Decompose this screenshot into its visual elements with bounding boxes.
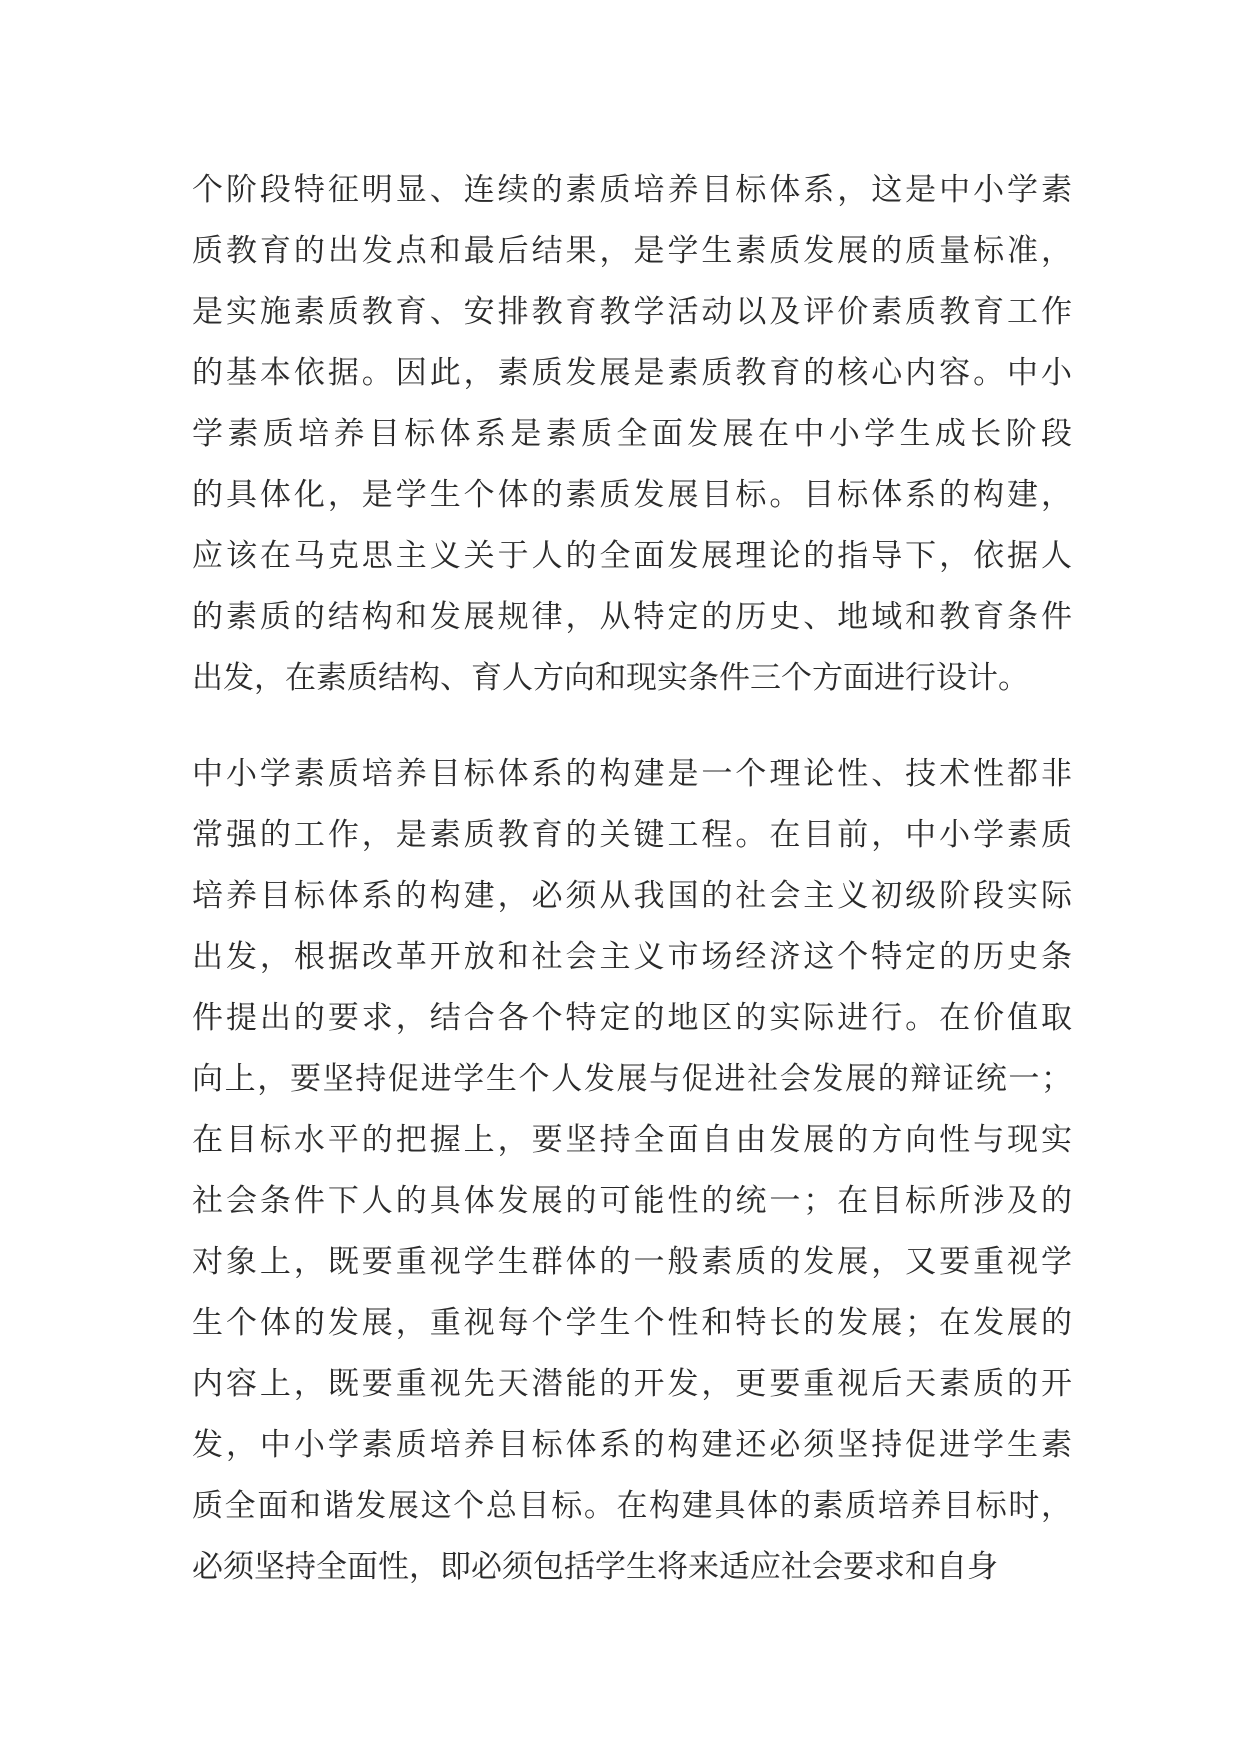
paragraph-line: 必须坚持全面性，即必须包括学生将来适应社会要求和自身 <box>192 1549 998 1585</box>
paragraph-2 <box>192 744 1072 1598</box>
paragraph-line: 应该在马克思主义关于人的全面发展理论的指导下，依据人 <box>192 538 1072 574</box>
paragraph-line: 的基本依据。因此，素质发展是素质教育的核心内容。中小 <box>192 355 1072 391</box>
paragraph-line: 社会条件下人的具体发展的可能性的统一；在目标所涉及的 <box>192 1183 1072 1219</box>
paragraph-line: 发，中小学素质培养目标体系的构建还必须坚持促进学生素 <box>192 1427 1072 1463</box>
paragraph-line: 向上，要坚持促进学生个人发展与促进社会发展的辩证统一； <box>192 1061 1072 1097</box>
paragraph-line: 的具体化，是学生个体的素质发展目标。目标体系的构建， <box>192 477 1072 513</box>
paragraph-line: 中小学素质培养目标体系的构建是一个理论性、技术性都非 <box>192 756 1072 792</box>
paragraph-line: 在目标水平的把握上，要坚持全面自由发展的方向性与现实 <box>192 1122 1072 1158</box>
paragraph-1 <box>192 160 1072 709</box>
paragraph-line: 出发，在素质结构、育人方向和现实条件三个方面进行设计。 <box>192 660 1029 696</box>
paragraph-line: 常强的工作，是素质教育的关键工程。在目前，中小学素质 <box>192 817 1072 853</box>
paragraph-line: 学素质培养目标体系是素质全面发展在中小学生成长阶段 <box>192 416 1072 452</box>
paragraph-line: 质教育的出发点和最后结果，是学生素质发展的质量标准， <box>192 233 1072 269</box>
paragraph-line: 出发，根据改革开放和社会主义市场经济这个特定的历史条 <box>192 939 1072 975</box>
paragraph-line: 个阶段特征明显、连续的素质培养目标体系，这是中小学素 <box>192 172 1072 208</box>
paragraph-line: 内容上，既要重视先天潜能的开发，更要重视后天素质的开 <box>192 1366 1072 1402</box>
paragraph-line: 件提出的要求，结合各个特定的地区的实际进行。在价值取 <box>192 1000 1072 1036</box>
paragraph-line: 是实施素质教育、安排教育教学活动以及评价素质教育工作 <box>192 294 1072 330</box>
paragraph-line: 培养目标体系的构建，必须从我国的社会主义初级阶段实际 <box>192 878 1072 914</box>
paragraph-line: 生个体的发展，重视每个学生个性和特长的发展；在发展的 <box>192 1305 1072 1341</box>
paragraph-line: 对象上，既要重视学生群体的一般素质的发展，又要重视学 <box>192 1244 1072 1280</box>
paragraph-line: 质全面和谐发展这个总目标。在构建具体的素质培养目标时， <box>192 1488 1072 1524</box>
paragraph-line: 的素质的结构和发展规律，从特定的历史、地域和教育条件 <box>192 599 1072 635</box>
